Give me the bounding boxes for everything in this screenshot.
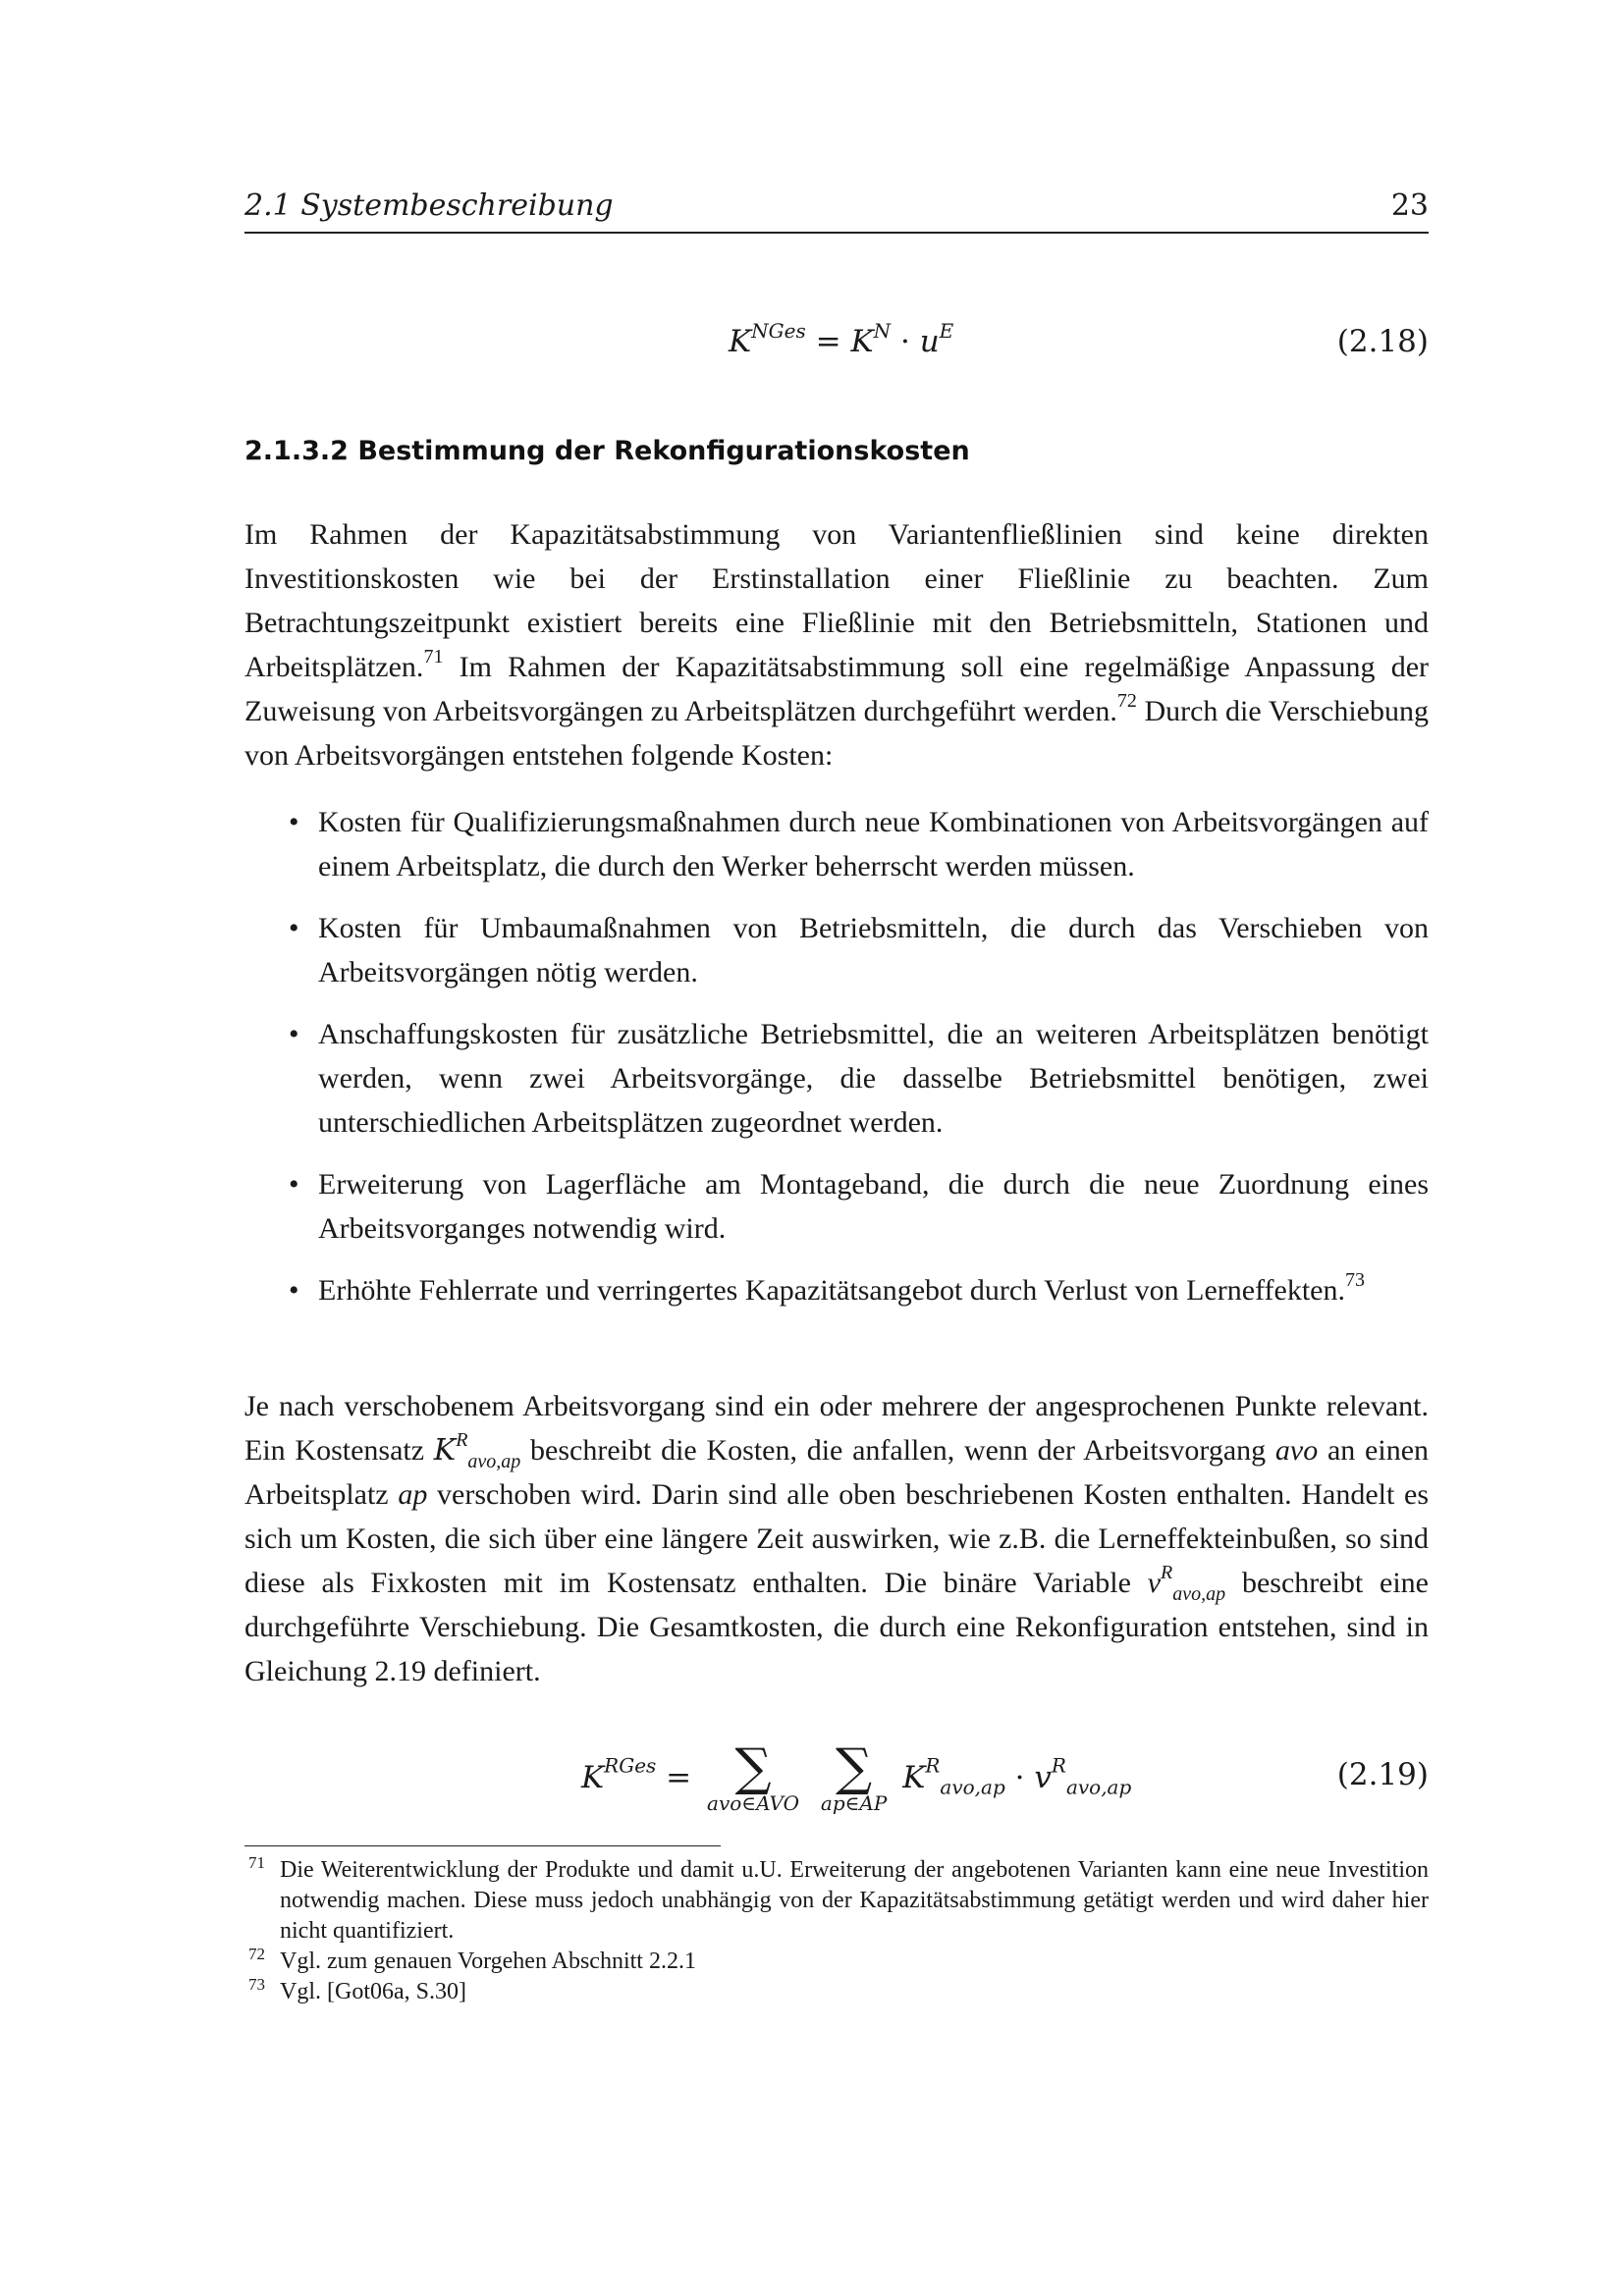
summation-ap: [820, 1738, 888, 1815]
inline-math-subscript: avo,ap: [467, 1451, 521, 1472]
footnote-ref: 72: [1116, 690, 1137, 712]
list-item: [244, 800, 1429, 888]
paragraph-text: Im Rahmen der Kapazitätsabstimmung von Variantenfließlinien sind keine direkten Investitionskosten wie bei der Erstinstallation einer Fließlinie zu beachten. Zum Betrachtungszeitpunkt existiert bereits eine Fließlinie mit den Betriebsmitteln, Stationen und Arbeitsplätzen.: [244, 518, 1429, 683]
equation-2-19-body: [581, 1738, 1132, 1815]
paragraph-text: Im Rahmen der Kapazitätsabstimmung soll eine regelmäßige Anpassung der Zuweisung von Arbeitsvorgängen zu Arbeitsplätzen durchgeführt werden.: [244, 651, 1429, 727]
footnote-71: [244, 1855, 1429, 1947]
footnote-73: [244, 1977, 1429, 2007]
equation-2-19: [244, 1738, 1429, 1831]
inline-math-subscript: avo,ap: [1172, 1583, 1226, 1605]
list-item-text: Kosten für Umbaumaßnahmen von Betriebsmitteln, die durch das Verschieben von Arbeitsvorgängen nötig werden.: [318, 912, 1429, 988]
bullet-icon: •: [289, 1168, 299, 1201]
paragraph-text: verschoben wird. Darin sind alle oben beschriebenen Kosten enthalten. Handelt es sich um Kosten, die sich über eine längere Zeit auswirken, wie z.B. die Lerneffekteinbußen, so sind diese als Fixkosten mit im Kostensatz enthalten. Die binäre Variable: [244, 1478, 1429, 1599]
footnote-text: Vgl. zum genauen Vorgehen Abschnitt 2.2.1: [280, 1949, 696, 1974]
equation-2-18-body: [729, 319, 954, 359]
eq-superscript: NGes: [751, 319, 806, 343]
footnote-72: [244, 1947, 1429, 1977]
inline-math-symbol: v: [1147, 1567, 1162, 1599]
eq-operator: =: [815, 324, 841, 359]
footnote-mark: 73: [248, 1975, 265, 1994]
footnote-divider: [244, 1845, 721, 1846]
summation-icon: ∑: [836, 1738, 873, 1797]
list-item: [244, 1268, 1429, 1312]
summation-index: ap∈AP: [820, 1791, 888, 1815]
summation-index: avo∈AVO: [707, 1791, 800, 1815]
footnote-mark: 72: [248, 1945, 265, 1963]
header-section-title: 2.1 Systembeschreibung: [244, 188, 614, 223]
bullet-icon: •: [289, 1274, 299, 1307]
footnote-ref: 73: [1345, 1269, 1366, 1291]
eq-subscript: avo,ap: [1065, 1775, 1132, 1799]
list-item-text: Kosten für Qualifizierungsmaßnahmen durch neue Kombinationen von Arbeitsvorgängen auf einem Arbeitsplatz, die durch den Werker beherrscht werden müssen.: [318, 806, 1429, 882]
eq-symbol: K: [902, 1760, 926, 1795]
equation-number: (2.18): [1336, 324, 1429, 359]
inline-math-symbol: avo: [1274, 1434, 1319, 1467]
eq-superscript: R: [1051, 1753, 1066, 1778]
paragraph-text: beschreibt die Kosten, die anfallen, wenn der Arbeitsvorgang: [520, 1434, 1275, 1467]
inline-math-symbol: K: [433, 1433, 457, 1468]
paragraph-text: Durch die Verschiebung von Arbeitsvorgängen entstehen folgende Kosten:: [244, 695, 1429, 772]
paragraph-intro: [244, 512, 1429, 777]
list-item: [244, 906, 1429, 994]
inline-math-superscript: R: [1161, 1562, 1173, 1583]
footnotes: [244, 1855, 1429, 2007]
inline-math-superscript: R: [456, 1429, 468, 1451]
paragraph-costs: [244, 1384, 1429, 1693]
footnote-mark: 71: [248, 1853, 265, 1872]
equation-number: (2.19): [1336, 1757, 1429, 1792]
eq-symbol: K: [581, 1760, 605, 1795]
paragraph-text: beschreibt eine durchgeführte Verschiebung. Die Gesamtkosten, die durch eine Rekonfiguration entstehen, sind in Gleichung 2.19 definiert.: [244, 1567, 1429, 1687]
eq-superscript: E: [939, 319, 954, 343]
bullet-icon: •: [289, 806, 299, 838]
running-header: [244, 187, 1429, 234]
list-item-text: Erweiterung von Lagerfläche am Montageband, die durch die neue Zuordnung eines Arbeitsvorganges notwendig wird.: [318, 1168, 1429, 1245]
inline-math-symbol: ap: [398, 1478, 428, 1511]
list-item-text: Anschaffungskosten für zusätzliche Betriebsmittel, die an weiteren Arbeitsplätzen benötigt werden, wenn zwei Arbeitsvorgänge, die dasselbe Betriebsmittel benötigen, zwei unterschiedlichen Arbeitsplätzen zugeordnet werden.: [318, 1018, 1429, 1139]
paragraph-text: Je nach verschobenem Arbeitsvorgang sind ein oder mehrere der angesprochenen Punkte relevant. Ein Kostensatz: [244, 1390, 1429, 1467]
list-item: [244, 1162, 1429, 1251]
eq-symbol: v: [1034, 1760, 1052, 1795]
eq-symbol: u: [919, 324, 940, 359]
paragraph-text: an einen Arbeitsplatz: [244, 1434, 1430, 1511]
eq-superscript: R: [925, 1753, 941, 1778]
equation-2-18: [244, 319, 1429, 373]
bullet-icon: •: [289, 1018, 299, 1050]
eq-operator: =: [666, 1760, 692, 1795]
eq-subscript: avo,ap: [940, 1775, 1005, 1799]
page-number: 23: [1390, 188, 1429, 223]
bullet-icon: •: [289, 912, 299, 944]
eq-operator: ·: [1014, 1760, 1025, 1795]
list-item-text: Erhöhte Fehlerrate und verringertes Kapazitätsangebot durch Verlust von Lerneffekten.: [318, 1274, 1346, 1307]
summation-avo: [707, 1738, 800, 1815]
eq-superscript: N: [873, 319, 892, 343]
footnote-text: Vgl. [Got06a, S.30]: [280, 1979, 466, 2004]
subsection-heading: 2.1.3.2 Bestimmung der Rekonfigurationskosten: [244, 436, 970, 466]
cost-list: [244, 800, 1429, 1330]
summation-icon: ∑: [734, 1738, 772, 1797]
footnote-ref: 71: [423, 646, 444, 667]
eq-symbol: K: [850, 324, 874, 359]
list-item: [244, 1012, 1429, 1145]
footnote-text: Die Weiterentwicklung der Produkte und damit u.U. Erweiterung der angebotenen Varianten kann eine neue Investition notwendig machen. Diese muss jedoch unabhängig von der Kapazitätsabstimmung getätigt werden und wird daher hier nicht quantifiziert.: [280, 1857, 1429, 1944]
eq-superscript: RGes: [604, 1753, 657, 1778]
eq-symbol: K: [729, 324, 752, 359]
eq-operator: ·: [899, 324, 910, 359]
